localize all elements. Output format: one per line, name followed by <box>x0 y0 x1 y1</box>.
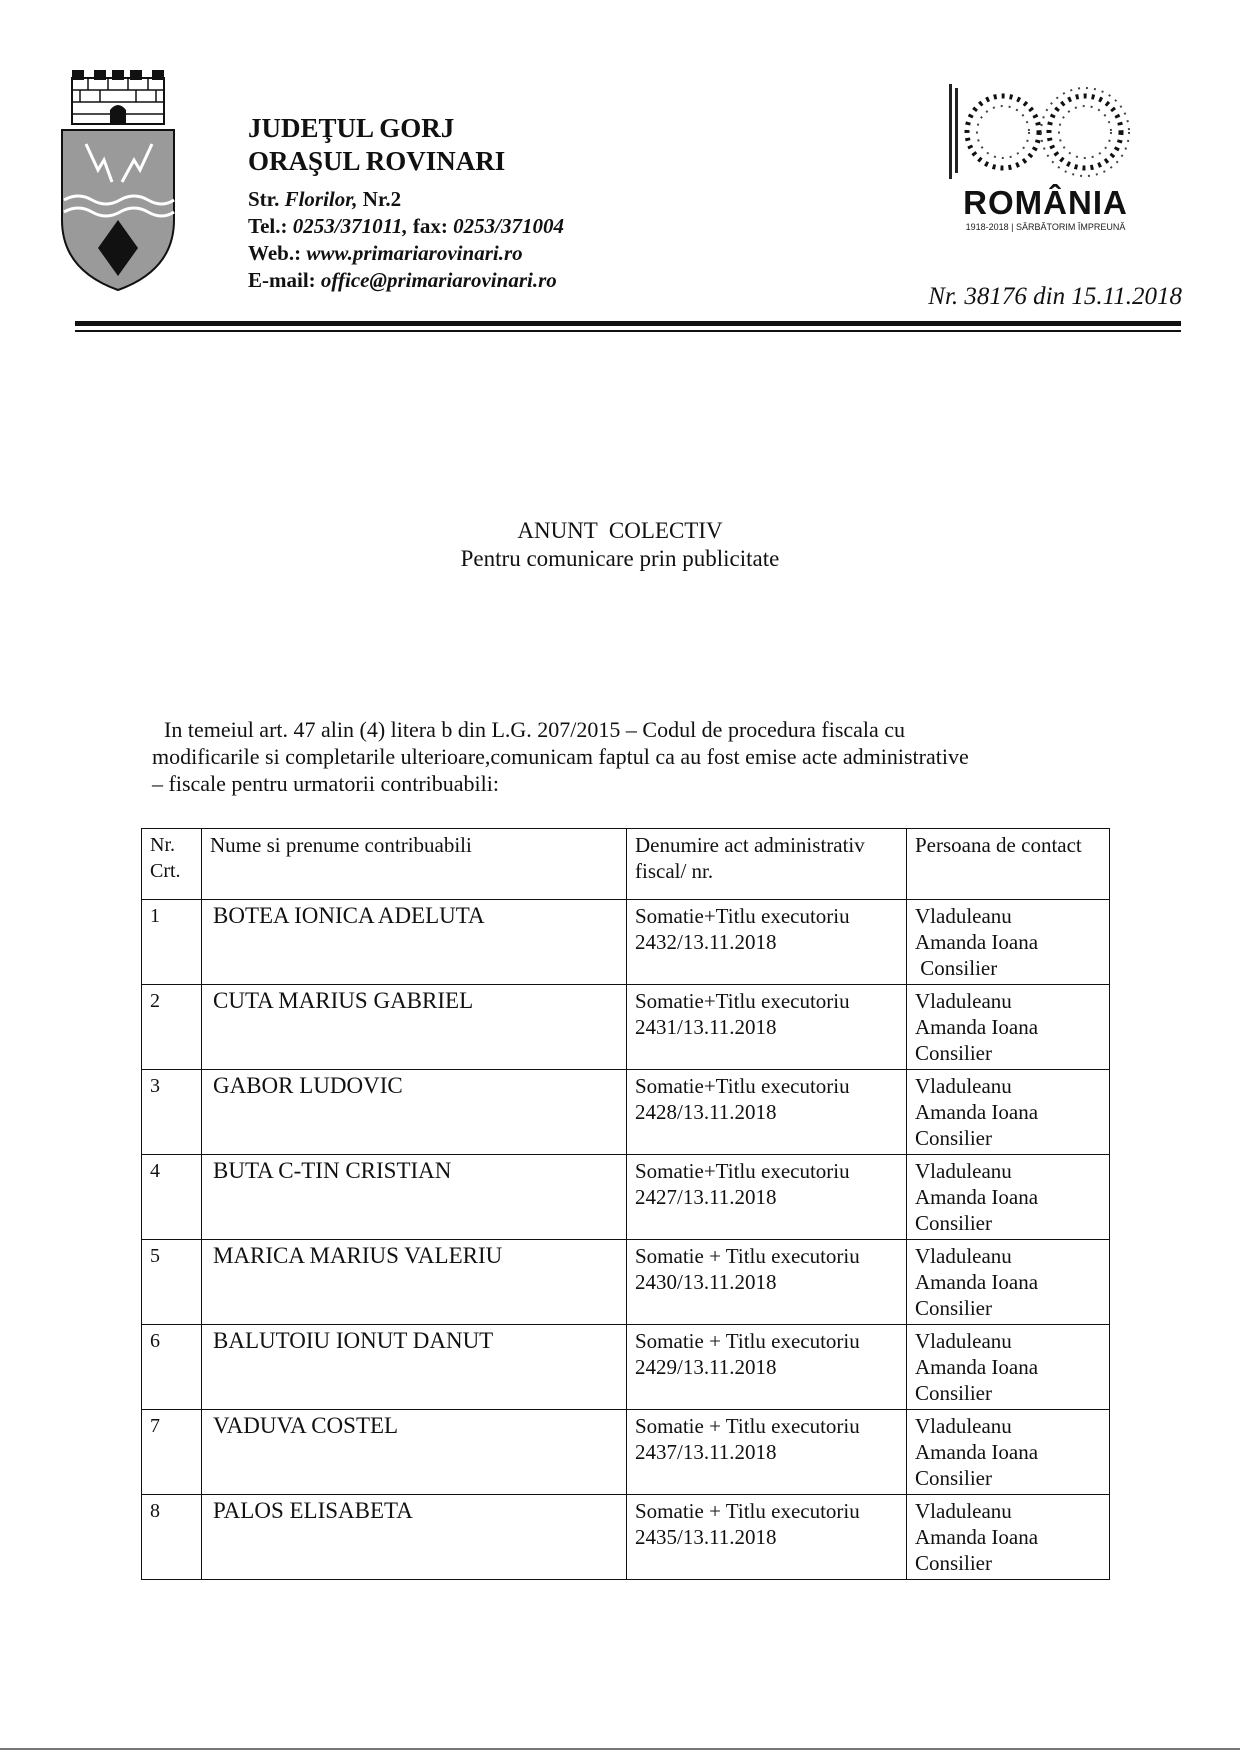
cell-name: BALUTOIU IONUT DANUT <box>202 1325 627 1410</box>
cell-name: VADUVA COSTEL <box>202 1410 627 1495</box>
cell-name: BUTA C-TIN CRISTIAN <box>202 1155 627 1240</box>
cell-act-number: 2431/13.11.2018 <box>635 1015 777 1039</box>
cell-act-type: Somatie + Titlu executoriu <box>635 1329 860 1353</box>
cell-act <box>627 900 907 985</box>
cell-contact-role: Consilier <box>915 1041 992 1065</box>
header-nr-line1: Nr. <box>150 834 175 856</box>
cell-nr: 6 <box>142 1325 202 1410</box>
cell-act <box>627 1070 907 1155</box>
cell-contact-given: Amanda Ioana <box>915 1015 1039 1039</box>
table-row <box>142 1495 1110 1580</box>
cell-act-type: Somatie+Titlu executoriu <box>635 904 850 928</box>
intro-line-3: – fiscale pentru urmatorii contribuabili: <box>152 771 500 796</box>
cell-contact <box>907 1240 1110 1325</box>
taxpayers-table <box>141 828 1110 1580</box>
cell-contact-surname: Vladuleanu <box>915 1244 1012 1268</box>
cell-contact <box>907 1495 1110 1580</box>
cell-act <box>627 1155 907 1240</box>
table-header-row <box>142 829 1110 900</box>
cell-act-type: Somatie+Titlu executoriu <box>635 989 850 1013</box>
cell-contact <box>907 1155 1110 1240</box>
cell-contact-surname: Vladuleanu <box>915 1414 1012 1438</box>
tel-label: Tel.: <box>248 214 288 238</box>
address-line <box>248 186 564 213</box>
cell-contact-surname: Vladuleanu <box>915 989 1012 1013</box>
header-act <box>627 829 907 900</box>
cell-act-number: 2428/13.11.2018 <box>635 1100 777 1124</box>
email-label: E-mail: <box>248 268 316 292</box>
street-value: Florilor, <box>284 187 358 211</box>
cell-contact-given: Amanda Ioana <box>915 1525 1039 1549</box>
cell-contact-surname: Vladuleanu <box>915 1074 1012 1098</box>
street-number: Nr.2 <box>362 187 402 211</box>
announcement-subtitle: Pentru comunicare prin publicitate <box>460 546 780 571</box>
cell-contact-given: Amanda Ioana <box>915 1440 1039 1464</box>
town-name: ORAŞUL ROVINARI <box>248 146 506 176</box>
cell-contact-surname: Vladuleanu <box>915 1499 1012 1523</box>
cell-contact-given: Amanda Ioana <box>915 1100 1039 1124</box>
cell-contact-role: Consilier <box>915 1296 992 1320</box>
table-row <box>142 1070 1110 1155</box>
cell-contact-role: Consilier <box>915 1126 992 1150</box>
web-link[interactable]: www.primariarovinari.ro <box>306 241 523 265</box>
header-divider-thick <box>75 321 1181 326</box>
cell-contact-role: Consilier <box>915 1466 992 1490</box>
cell-contact <box>907 1325 1110 1410</box>
cell-act-number: 2435/13.11.2018 <box>635 1525 777 1549</box>
cell-act-type: Somatie+Titlu executoriu <box>635 1159 850 1183</box>
street-label: Str. <box>248 187 280 211</box>
table-row <box>142 985 1110 1070</box>
cell-contact-given: Amanda Ioana <box>915 1355 1039 1379</box>
cell-act-number: 2437/13.11.2018 <box>635 1440 777 1464</box>
intro-line-1: In temeiul art. 47 alin (4) litera b din L.G. 207/2015 – Codul de procedura fiscala cu <box>164 717 906 742</box>
logo-title: ROMÂNIA <box>963 184 1128 221</box>
intro-line-2: modificarile si completarile ulterioare,comunicam faptul ca au fost emise acte administrative <box>152 744 969 769</box>
cell-act <box>627 1240 907 1325</box>
cell-nr: 2 <box>142 985 202 1070</box>
cell-name: BOTEA IONICA ADELUTA <box>202 900 627 985</box>
header-act-line2: fiscal/ nr. <box>635 859 714 883</box>
logo-subtitle: 1918-2018 | SĂRBĂTORIM ÎMPREUNĂ <box>965 222 1126 232</box>
cell-name: CUTA MARIUS GABRIEL <box>202 985 627 1070</box>
header-name: Nume si prenume contribuabili <box>202 829 627 900</box>
cell-act <box>627 1495 907 1580</box>
table-row <box>142 1410 1110 1495</box>
cell-act-type: Somatie + Titlu executoriu <box>635 1414 860 1438</box>
intro-paragraph <box>152 716 1112 797</box>
cell-contact-given: Amanda Ioana <box>915 930 1039 954</box>
cell-contact-surname: Vladuleanu <box>915 1159 1012 1183</box>
table-body <box>142 900 1110 1580</box>
cell-contact-surname: Vladuleanu <box>915 904 1012 928</box>
cell-act-number: 2429/13.11.2018 <box>635 1355 777 1379</box>
cell-contact <box>907 1070 1110 1155</box>
coat-of-arms-logo <box>58 70 178 322</box>
cell-contact-role: Consilier <box>915 1381 992 1405</box>
cell-contact-role: Consilier <box>915 1211 992 1235</box>
header-contact: Persoana de contact <box>907 829 1110 900</box>
cell-contact-role: Consilier <box>915 1551 992 1575</box>
cell-nr: 7 <box>142 1410 202 1495</box>
fax-value: 0253/371004 <box>453 214 565 238</box>
cell-contact-given: Amanda Ioana <box>915 1185 1039 1209</box>
phone-line <box>248 213 564 240</box>
cell-contact <box>907 900 1110 985</box>
header-act-line1: Denumire act administrativ <box>635 833 865 857</box>
cell-nr: 1 <box>142 900 202 985</box>
cell-act-number: 2430/13.11.2018 <box>635 1270 777 1294</box>
cell-act-type: Somatie+Titlu executoriu <box>635 1074 850 1098</box>
document-number: Nr. 38176 din 15.11.2018 <box>928 283 1182 310</box>
web-line <box>248 240 564 267</box>
institution-header <box>248 112 564 294</box>
header-divider-thin <box>75 330 1181 332</box>
cell-contact-role: Consilier <box>915 956 998 980</box>
cell-act-type: Somatie + Titlu executoriu <box>635 1499 860 1523</box>
cell-name: PALOS ELISABETA <box>202 1495 627 1580</box>
email-link[interactable]: office@primariarovinari.ro <box>320 268 557 292</box>
table-row <box>142 1240 1110 1325</box>
county-name: JUDEŢUL GORJ <box>248 113 455 143</box>
cell-nr: 4 <box>142 1155 202 1240</box>
cell-contact <box>907 985 1110 1070</box>
cell-act-number: 2427/13.11.2018 <box>635 1185 777 1209</box>
cell-nr: 3 <box>142 1070 202 1155</box>
cell-name: GABOR LUDOVIC <box>202 1070 627 1155</box>
table-row <box>142 1155 1110 1240</box>
cell-act <box>627 1410 907 1495</box>
cell-act-number: 2432/13.11.2018 <box>635 930 777 954</box>
cell-name: MARICA MARIUS VALERIU <box>202 1240 627 1325</box>
page-bottom-edge <box>0 1748 1240 1750</box>
announcement-title-block <box>0 517 1240 573</box>
table-row <box>142 1325 1110 1410</box>
cell-contact-surname: Vladuleanu <box>915 1329 1012 1353</box>
cell-act <box>627 1325 907 1410</box>
header-nr-line2: Crt. <box>150 860 181 882</box>
web-label: Web.: <box>248 241 302 265</box>
header-nr <box>142 829 202 900</box>
cell-nr: 5 <box>142 1240 202 1325</box>
tel-value: 0253/371011, <box>292 214 408 238</box>
email-line <box>248 267 564 294</box>
cell-nr: 8 <box>142 1495 202 1580</box>
announcement-title: ANUNT COLECTIV <box>517 518 723 543</box>
table-row <box>142 900 1110 985</box>
cell-act <box>627 985 907 1070</box>
fax-label: fax: <box>412 214 448 238</box>
cell-contact <box>907 1410 1110 1495</box>
cell-act-type: Somatie + Titlu executoriu <box>635 1244 860 1268</box>
cell-contact-given: Amanda Ioana <box>915 1270 1039 1294</box>
